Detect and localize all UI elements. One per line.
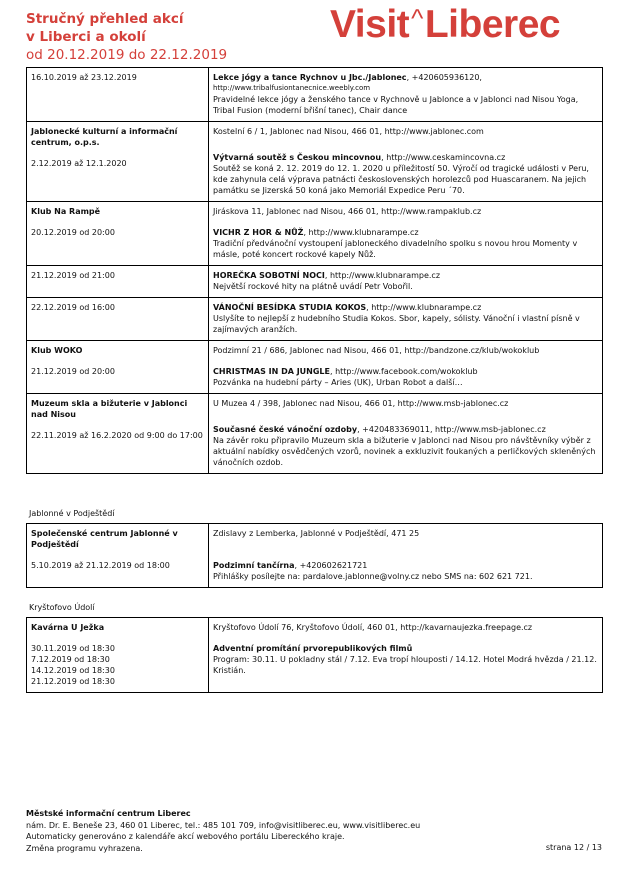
event-description: Uslyšíte to nejlepší z hudebního Studia Kokos. Sbor, kapely, sólisty. Vánoční i vlastní písně v zajímavých aranžích. (213, 314, 580, 334)
logo-left: Visit (330, 3, 410, 46)
logo-right: Liberec (424, 3, 561, 46)
table-row (27, 202, 603, 266)
page-footer (26, 808, 420, 854)
row-right-cell (209, 266, 603, 298)
event-contact: , http://www.facebook.com/wokoklub (330, 367, 478, 376)
table-row (27, 618, 603, 693)
events-table-jablonne (26, 523, 603, 588)
logo-caret: ^ (411, 3, 423, 33)
event-name: Současné české vánoční ozdoby (213, 425, 358, 434)
header-title (26, 10, 326, 64)
footer-note-2: Změna programu vyhrazena. (26, 843, 143, 853)
row-left-cell (27, 122, 209, 202)
table-row (27, 341, 603, 394)
footer-org: Městské informační centrum Liberec (26, 809, 191, 818)
venue-address: Kryštofovo Údolí 76, Kryštofovo Údolí, 460 01, http://kavarnaujezka.freepage.cz (213, 623, 533, 632)
venue-name: Klub Na Rampě (31, 207, 101, 216)
event-description: Na závěr roku připravilo Muzeum skla a bižuterie v Jablonci nad Nisou pro návštěvníky výběr z aktuální nabídky osvědčených vzorů, novinek a exkluzivit foukaných a perličkových skleněných vánočních ozdob. (213, 436, 596, 467)
event-date: 2.12.2019 až 12.1.2020 (31, 159, 127, 168)
event-date: 22.12.2019 od 16:00 (31, 303, 115, 312)
event-date: 21.12.2019 od 20:00 (31, 367, 115, 376)
venue-name: Jablonecké kulturní a informační centrum, o.p.s. (31, 127, 178, 147)
venue-address: U Muzea 4 / 398, Jablonec nad Nisou, 466 01, http://www.msb-jablonec.cz (213, 399, 509, 408)
table-row (27, 122, 603, 202)
event-date: 21.12.2019 od 18:30 (31, 677, 115, 686)
event-contact: , +420602621721 (294, 561, 368, 570)
table-row (27, 298, 603, 341)
row-right-cell (209, 122, 603, 202)
events-table-jablonec (26, 67, 603, 474)
event-name: VICHR Z HOR & NŮŽ (213, 228, 304, 237)
event-name: Výtvarná soutěž s Českou mincovnou (213, 153, 382, 162)
event-name: Lekce jógy a tance Rychnov u Jbc./Jablonec (213, 73, 407, 82)
event-date: 22.11.2019 až 16.2.2020 od 9:00 do 17:00 (31, 431, 203, 440)
venue-address: Podzimní 21 / 686, Jablonec nad Nisou, 466 01, http://bandzone.cz/klub/wokoklub (213, 346, 540, 355)
event-description: Přihlášky posílejte na: pardalove.jablonne@volny.cz nebo SMS na: 602 621 721. (213, 572, 533, 581)
venue-address: Jiráskova 11, Jablonec nad Nisou, 466 01, http://www.rampaklub.cz (213, 207, 482, 216)
row-right-cell (209, 341, 603, 394)
date-range: od 20.12.2019 do 22.12.2019 (26, 47, 228, 63)
event-contact: , http://www.klubnarampe.cz (303, 228, 419, 237)
event-description: Největší rockové hity na plátně uvádí Petr Vobořil. (213, 282, 413, 291)
visit-liberec-logo (330, 2, 560, 51)
event-name: Podzimní tančírna (213, 561, 295, 570)
event-description: Pravidelné lekce jógy a ženského tance v Rychnově u Jablonce a v Jablonci nad Nisou Yoga, Tribal Fusion (moderní břišní tanec), Chair dance (213, 95, 579, 115)
event-contact: , http://www.klubnarampe.cz (366, 303, 482, 312)
row-left-cell (27, 68, 209, 122)
event-contact: , +420483369011, http://www.msb-jablonec.cz (357, 425, 546, 434)
event-description: Program: 30.11. U pokladny stál / 7.12. Eva tropí hlouposti / 14.12. Hotel Modrá hvězda / 21.12. Kristián. (213, 655, 597, 675)
event-description: Tradiční předvánoční vystoupení jabloneckého divadelního spolku s novou hrou Momenty v másle, poté koncert rockové kapely Nůž. (213, 239, 578, 259)
event-contact: , http://www.ceskamincovna.cz (381, 153, 506, 162)
table-row (27, 266, 603, 298)
event-date: 5.10.2019 až 21.12.2019 od 18:00 (31, 561, 170, 570)
event-date: 16.10.2019 až 23.12.2019 (31, 73, 137, 82)
table-row (27, 524, 603, 588)
event-name: CHRISTMAS IN DA JUNGLE (213, 367, 330, 376)
event-contact: , http://www.klubnarampe.cz (324, 271, 441, 280)
footer-address: nám. Dr. E. Beneše 23, 460 01 Liberec, tel.: 485 101 709, info@visitliberec.eu, www.visitliberec.eu (26, 820, 421, 830)
event-name: Adventní promítání prvorepublikových filmů (213, 644, 413, 653)
event-name: VÁNOČNÍ BESÍDKA STUDIA KOKOS (213, 303, 367, 312)
row-left-cell (27, 341, 209, 394)
title-line-2: v Liberci a okolí (26, 29, 146, 45)
venue-name: Společenské centrum Jablonné v Podještědí (31, 529, 178, 549)
event-name: HOREČKA SOBOTNÍ NOCI (213, 271, 325, 280)
venue-address: Zdislavy z Lemberka, Jablonné v Podještědí, 471 25 (213, 529, 420, 538)
row-left-cell (27, 394, 209, 474)
title-line-1: Stručný přehled akcí (26, 11, 184, 27)
event-description: Soutěž se koná 2. 12. 2019 do 12. 1. 2020 u příležitostí 50. Výročí od tragické události v Peru, kde zahynula celá výprava patnácti československých horolezců pod Huascaranem. Na jejich památku se Jizerská 50 koná jako Memoriál Expedice Peru ´70. (213, 164, 589, 195)
venue-name: Muzeum skla a bižuterie v Jablonci nad Nisou (31, 399, 188, 419)
page-number: strana 12 / 13 (545, 843, 602, 852)
event-date: 21.12.2019 od 21:00 (31, 271, 115, 280)
event-url[interactable]: http://www.tribalfusiontanecnice.weebly.com (213, 84, 371, 92)
venue-name: Klub WOKO (31, 346, 83, 355)
row-right-cell (209, 298, 603, 341)
table-row (27, 394, 603, 474)
row-right-cell (209, 68, 603, 122)
events-table-krystofovo (26, 617, 603, 693)
row-right-cell (209, 618, 603, 693)
row-left-cell (27, 266, 209, 298)
row-left-cell (27, 524, 209, 588)
section-title-krystofovo: Kryštofovo Údolí (29, 603, 95, 612)
row-right-cell (209, 394, 603, 474)
venue-name: Kavárna U Ježka (31, 623, 105, 632)
event-description: Pozvánka na hudební párty – Aries (UK), Urban Robot a další… (213, 378, 463, 387)
event-date: 14.12.2019 od 18:30 (31, 666, 115, 675)
row-left-cell (27, 618, 209, 693)
row-left-cell (27, 202, 209, 266)
row-right-cell (209, 202, 603, 266)
venue-address: Kostelní 6 / 1, Jablonec nad Nisou, 466 01, http://www.jablonec.com (213, 127, 484, 136)
event-contact: , +420605936120, (406, 73, 482, 82)
table-row (27, 68, 603, 122)
event-date: 20.12.2019 od 20:00 (31, 228, 115, 237)
event-date: 30.11.2019 od 18:30 (31, 644, 115, 653)
event-date: 7.12.2019 od 18:30 (31, 655, 110, 664)
footer-note-1: Automaticky generováno z kalendáře akcí webového portálu Libereckého kraje. (26, 832, 345, 841)
row-left-cell (27, 298, 209, 341)
section-title-jablonne: Jablonné v Podještědí (29, 509, 115, 518)
row-right-cell (209, 524, 603, 588)
